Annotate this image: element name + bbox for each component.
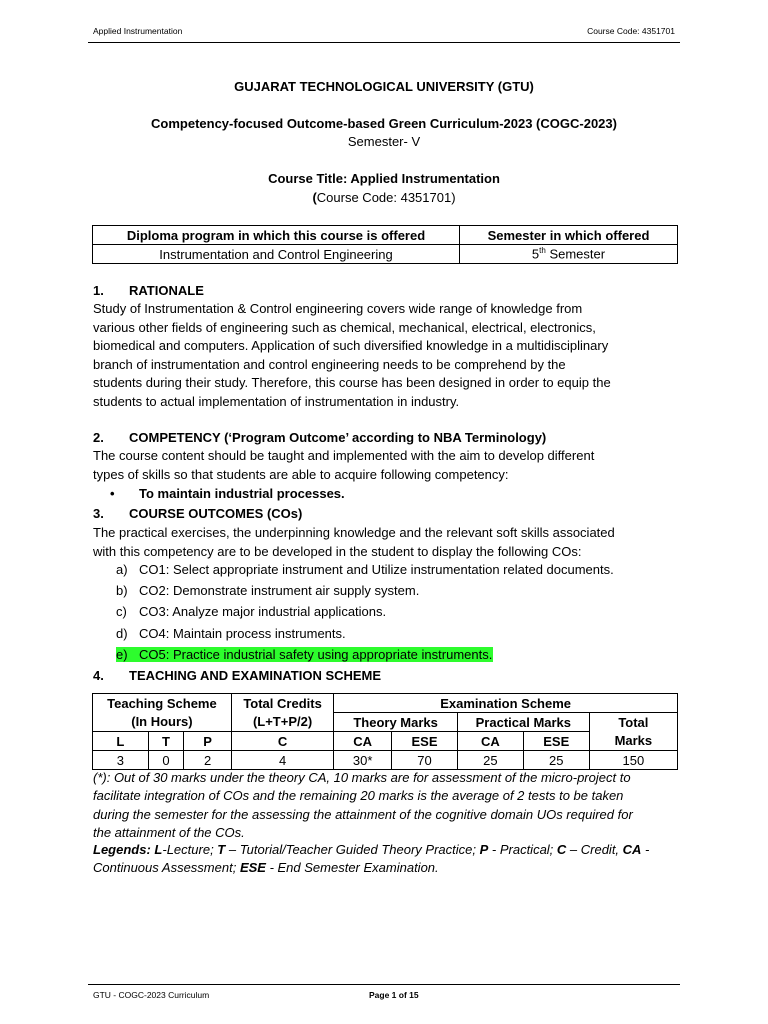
table-row bbox=[93, 732, 678, 751]
sub-header-practical-ca: CA bbox=[457, 732, 523, 751]
semester-offered: 5th Semester bbox=[460, 245, 678, 264]
footer-curriculum: GTU - COGC-2023 Curriculum bbox=[93, 990, 210, 1000]
sub-header-theory-ca: CA bbox=[334, 732, 392, 751]
program-header: Diploma program in which this course is offered bbox=[93, 226, 460, 245]
credits-formula-header: (L+T+P/2) bbox=[231, 713, 333, 732]
table-row bbox=[93, 713, 678, 732]
section-heading-teaching-scheme: 4. TEACHING AND EXAMINATION SCHEME bbox=[93, 668, 382, 683]
university-title: GUJARAT TECHNOLOGICAL UNIVERSITY (GTU) bbox=[234, 79, 534, 94]
value-theory-ese: 70 bbox=[392, 751, 458, 770]
table-row bbox=[93, 226, 678, 245]
value-practical-ca: 25 bbox=[457, 751, 523, 770]
competency-paragraph: The course content should be taught and implemented with the aim to develop different types of skills so that students are able to acquire following competency: bbox=[93, 448, 595, 482]
list-item: d) CO4: Maintain process instruments. bbox=[116, 626, 346, 641]
sub-header-l: L bbox=[93, 732, 149, 751]
in-hours-header: (In Hours) bbox=[93, 713, 232, 732]
value-c: 4 bbox=[231, 751, 333, 770]
course-title: Course Title: Applied Instrumentation bbox=[268, 171, 500, 186]
header-course-code: Course Code: 4351701 bbox=[587, 26, 675, 36]
marks-header: Marks bbox=[589, 732, 677, 751]
course-outcomes-intro: The practical exercises, the underpinning knowledge and the relevant soft skills associated with this competency are to be developed in the student to display the following COs: bbox=[93, 525, 615, 559]
rationale-paragraph: Study of Instrumentation & Control engineering covers wide range of knowledge from various other fields of engineering such as chemical, mechanical, electrical, electronics, biomedical and computers. Application of such diversified knowledge in a multidisciplinary branch of instrumentation and control engineering needs to be comprehend by the students during their study. Therefore, this course has been designed in order to equip the students to actual implementation of instrumentation in industry. bbox=[93, 301, 611, 409]
competency-bullet: • To maintain industrial processes. bbox=[110, 486, 345, 501]
program-name: Instrumentation and Control Engineering bbox=[93, 245, 460, 264]
section-heading-rationale: 1. RATIONALE bbox=[93, 283, 204, 298]
total-header: Total bbox=[589, 713, 677, 732]
table-row bbox=[93, 245, 678, 264]
footnote: (*): Out of 30 marks under the theory CA, 10 marks are for assessment of the micro-project to facilitate integration of COs and the remaining 20 marks is the average of 2 tests to be taken during the semester for the assessing the attainment of the cognitive domain UOs required for the attainment of the COs. bbox=[93, 770, 633, 840]
legends: Legends: L-Lecture; T – Tutorial/Teacher Guided Theory Practice; P - Practical; C – Credit, CA - Continuous Assessment; ESE - End Semester Examination. bbox=[93, 842, 650, 876]
list-item-highlighted: e) CO5: Practice industrial safety using appropriate instruments. bbox=[116, 647, 493, 662]
table-row bbox=[93, 694, 678, 713]
value-theory-ca: 30* bbox=[334, 751, 392, 770]
semester-header: Semester in which offered bbox=[460, 226, 678, 245]
value-l: 3 bbox=[93, 751, 149, 770]
scheme-table bbox=[92, 693, 678, 770]
section-heading-competency: 2. COMPETENCY (‘Program Outcome’ according to NBA Terminology) bbox=[93, 430, 547, 445]
sub-header-p: P bbox=[184, 732, 232, 751]
value-practical-ese: 25 bbox=[523, 751, 589, 770]
sub-header-practical-ese: ESE bbox=[523, 732, 589, 751]
value-p: 2 bbox=[184, 751, 232, 770]
semester-label: Semester- V bbox=[347, 134, 421, 149]
program-table bbox=[92, 225, 678, 264]
examination-scheme-header: Examination Scheme bbox=[334, 694, 678, 713]
header-course-name: Applied Instrumentation bbox=[93, 26, 183, 36]
value-total: 150 bbox=[589, 751, 677, 770]
table-row bbox=[93, 751, 678, 770]
course-code-line: (Course Code: 4351701) bbox=[312, 190, 456, 205]
page-header bbox=[93, 26, 675, 36]
list-item: a) CO1: Select appropriate instrument and Utilize instrumentation related documents. bbox=[116, 562, 614, 577]
section-heading-course-outcomes: 3. COURSE OUTCOMES (COs) bbox=[93, 506, 303, 521]
sub-header-t: T bbox=[148, 732, 183, 751]
teaching-scheme-header: Teaching Scheme bbox=[93, 694, 232, 713]
page-number: Page 1 of 15 bbox=[369, 990, 419, 1000]
sub-header-theory-ese: ESE bbox=[392, 732, 458, 751]
practical-marks-header: Practical Marks bbox=[457, 713, 589, 732]
value-t: 0 bbox=[148, 751, 183, 770]
list-item: b) CO2: Demonstrate instrument air supply system. bbox=[116, 583, 420, 598]
list-item: c) CO3: Analyze major industrial applications. bbox=[116, 604, 387, 619]
total-credits-header: Total Credits bbox=[231, 694, 333, 713]
theory-marks-header: Theory Marks bbox=[334, 713, 458, 732]
sub-header-c: C bbox=[231, 732, 333, 751]
header-rule bbox=[88, 42, 680, 43]
curriculum-title: Competency-focused Outcome-based Green Curriculum-2023 (COGC-2023) bbox=[151, 116, 617, 131]
footer-rule bbox=[88, 984, 680, 985]
